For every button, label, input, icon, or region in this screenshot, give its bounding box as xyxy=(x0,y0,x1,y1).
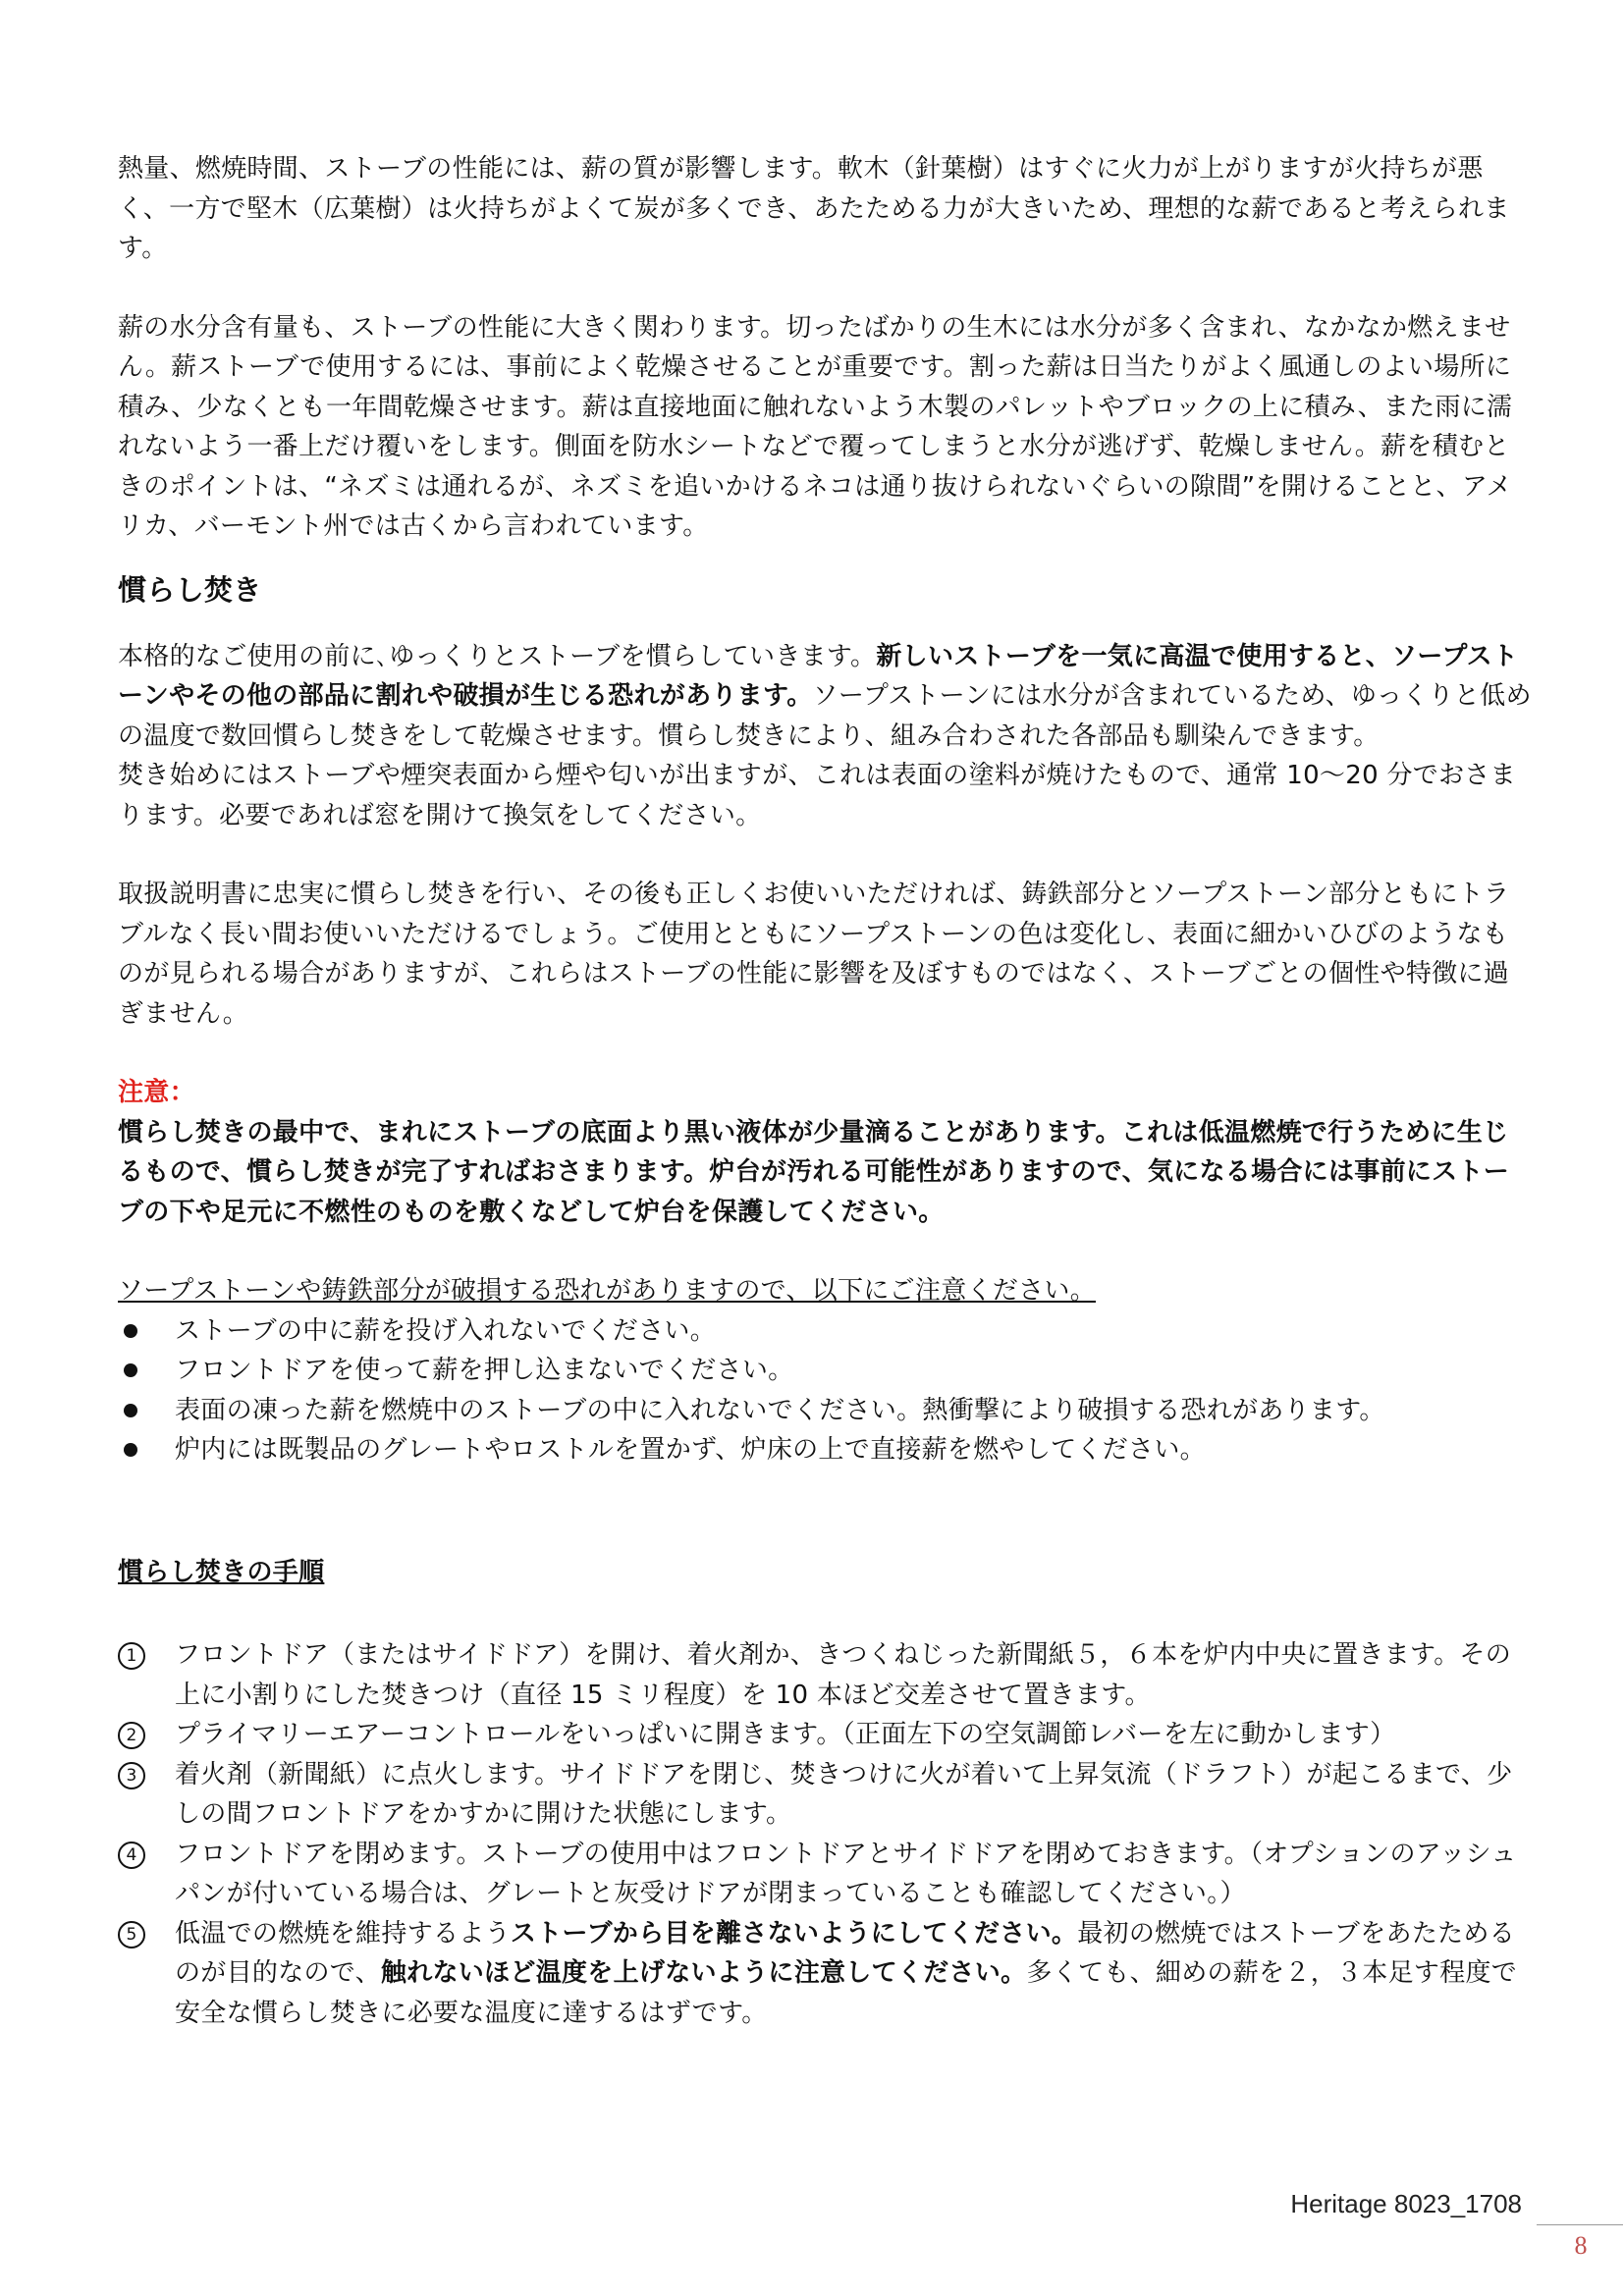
list-item: 表面の凍った薪を燃焼中のストーブの中に入れないでください。熱衝撃により破損する恐れがあります。 xyxy=(118,1391,1532,1431)
step-text: 多くても、細めの薪を２，３本足す程度で安全な慣らし焚きに必要な温度に達するはずです。 xyxy=(175,1958,1518,2028)
procedure-step-3 xyxy=(118,1755,1532,1835)
spacer xyxy=(118,835,1532,875)
procedure-step-1 xyxy=(118,1635,1532,1715)
step-number-marker: 3 xyxy=(118,1762,145,1789)
step-text: 着火剤（新聞紙）に点火します。サイドドアを閉じ、焚きつけに火が着いて上昇気流（ドラフト）が起こるまで、少しの間フロントドアをかすかに開けた状態にします。 xyxy=(175,1759,1513,1829)
step-text-bold: 触れないほど温度を上げないように注意してください。 xyxy=(380,1958,1027,1988)
procedure-steps xyxy=(118,1635,1532,2033)
procedure-step-2 xyxy=(118,1715,1532,1755)
moisture-paragraph: 薪の水分含有量も、ストーブの性能に大きく関わります。切ったばかりの生木には水分が多く含まれ、なかなか燃えません。薪ストーブで使用するには、事前によく乾燥させることが重要です。割った薪は日当たりがよく風通しのよい場所に積み、少なくとも一年間乾燥させます。薪は直接地面に触れないよう木製のパレットやブロックの上に積み、また雨に濡れないよう一番上だけ覆いをします。側面を防水シートなどで覆ってしまうと水分が逃げず、乾燥しません。薪を積むときのポイントは、“ネズミは通れるが、ネズミを追いかけるネコは通り抜けられないぐらいの隙間”を開けることと、アメリカ、バーモント州では古くから言われています。 xyxy=(118,312,1513,541)
spacer xyxy=(118,1034,1532,1073)
firewood-quality-paragraph: 熱量、燃焼時間、ストーブの性能には、薪の質が影響します。軟木（針葉樹）はすぐに火力が上がりますが火持ちが悪く、一方で堅木（広葉樹）は火持ちがよくて炭が多くでき、あたためる力が大きいため、理想的な薪であると考えられます。 xyxy=(118,154,1510,263)
step-number-marker: 4 xyxy=(118,1842,145,1869)
step-text: フロントドア（またはサイドドア）を開け、着火剤か、きつくねじった新聞紙５，６本を炉内中央に置きます。その上に小割りにした焚きつけ（直径 15 ミリ程度）を 10 本ほど交差させて置きます。 xyxy=(175,1640,1512,1710)
page-content xyxy=(118,149,1532,2033)
procedure-step-4 xyxy=(118,1835,1532,1914)
step-text: フロントドアを閉めます。ストーブの使用中はフロントドアとサイドドアを閉めておきます。（オプションのアッシュパンが付いている場合は、グレートと灰受けドアが閉まっていることも確認してください。） xyxy=(175,1839,1517,1908)
footer-divider xyxy=(1537,2224,1623,2225)
page-number: 8 xyxy=(1574,2231,1588,2260)
break-in-text: 本格的なご使用の前に､ゆっくりとストーブを慣らしていきます。 xyxy=(118,641,877,671)
spacer xyxy=(118,1592,1532,1635)
step-text: 低温での燃焼を維持するよう xyxy=(175,1918,511,1949)
step-text: 最初の燃焼ではストーブをあたためるのが目的なので、 xyxy=(175,1918,1516,1988)
break-in-text-cont: ソープストーンには水分が含まれているため、ゆっくりと低めの温度で数回慣らし焚きをして乾燥させます。慣らし焚きにより、組み合わされた各部品も馴染んできます。 xyxy=(118,681,1532,751)
step-number-marker: 2 xyxy=(118,1722,145,1749)
caution-text: 慣らし焚きの最中で、まれにストーブの底面より黒い液体が少量滴ることがあります。これは低温燃焼で行うために生じるもので、慣らし焚きが完了すればおさまります。炉台が汚れる可能性がありますので、気になる場合には事前にストーブの下や足元に不燃性のものを敷くなどして炉台を保護してください。 xyxy=(118,1117,1510,1227)
procedure-heading: 慣らし焚きの手順 xyxy=(118,1557,325,1587)
list-item: フロントドアを使って薪を押し込まないでください。 xyxy=(118,1351,1532,1391)
spacer xyxy=(118,612,1532,637)
break-in-warning-bold: 新しいストーブを一気に高温で使用すると、ソープストーンやその他の部品に割れや破損が生じる恐れがあります。 xyxy=(118,641,1519,711)
step-number-marker: 5 xyxy=(118,1921,145,1949)
break-in-heading: 慣らし焚き xyxy=(118,572,262,607)
procedure-step-5 xyxy=(118,1914,1532,2034)
smoke-paragraph: 焚き始めにはストーブや煙突表面から煙や匂いが出ますが、これは表面の塗料が焼けたもので、通常 10〜20 分でおさまります。必要であれば窓を開けて換気をしてください。 xyxy=(118,761,1516,830)
list-item: ストーブの中に薪を投げ入れないでください。 xyxy=(118,1311,1532,1352)
soapstone-care-paragraph: 取扱説明書に忠実に慣らし焚きを行い、その後も正しくお使いいただければ、鋳鉄部分とソープストーン部分ともにトラブルなく長い間お使いいただけるでしょう。ご使用とともにソープストーンの色は変化し、表面に細かいひびのようなものが見られる場合がありますが、これらはストーブの性能に影響を及ぼすものではなく、ストーブごとの個性や特徴に過ぎません。 xyxy=(118,880,1510,1029)
step-text: プライマリーエアーコントロールをいっぱいに開きます。（正面左下の空気調節レバーを左に動かします） xyxy=(175,1720,1396,1749)
warnings-list xyxy=(118,1311,1532,1470)
step-text-bold: ストーブから目を離さないようにしてください。 xyxy=(510,1918,1078,1949)
step-number-marker: 1 xyxy=(118,1642,145,1670)
spacer xyxy=(118,269,1532,308)
footer-doc-id: Heritage 8023_1708 xyxy=(1290,2189,1522,2218)
break-in-paragraph xyxy=(118,637,1532,757)
list-item: 炉内には既製品のグレートやロストルを置かず、炉床の上で直接薪を燃やしてください。 xyxy=(118,1430,1532,1470)
warnings-intro: ソープストーンや鋳鉄部分が破損する恐れがありますので、以下にご注意ください。 xyxy=(118,1276,1097,1306)
spacer xyxy=(118,547,1532,568)
caution-label: 注意： xyxy=(118,1078,195,1107)
spacer xyxy=(118,1470,1532,1553)
spacer xyxy=(118,1232,1532,1271)
